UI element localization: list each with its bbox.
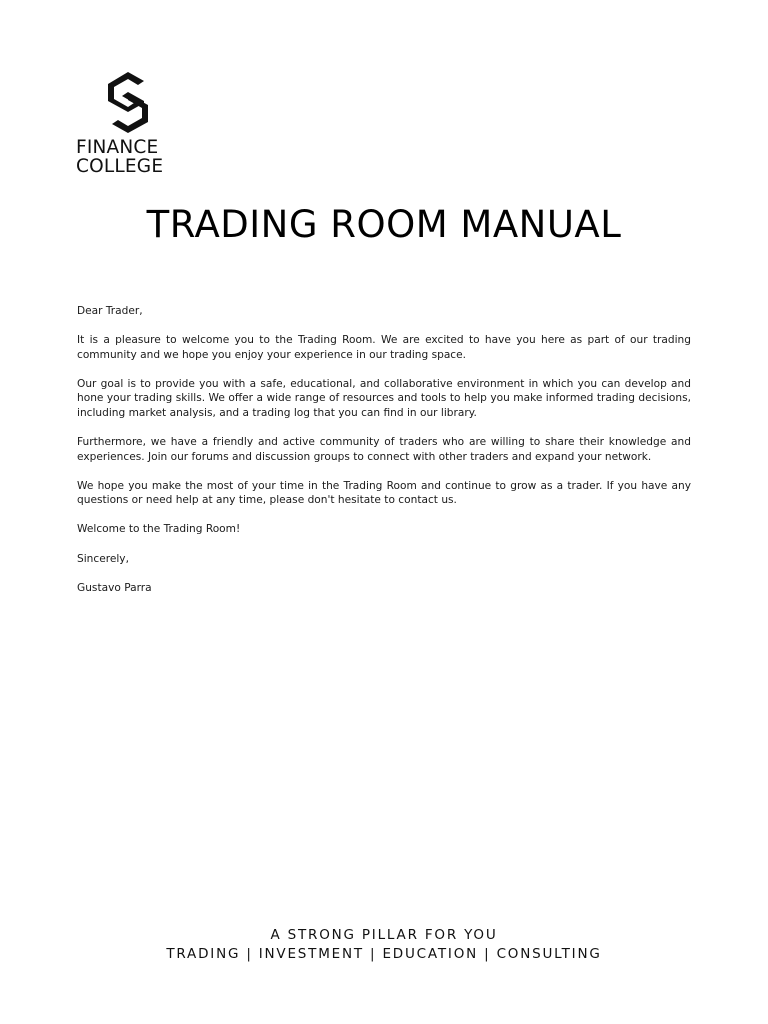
brand-logo <box>76 70 186 176</box>
logo-text-line1: FINANCE <box>76 137 159 158</box>
finance-college-logo-icon <box>98 70 158 136</box>
letter-paragraph: Our goal is to provide you with a safe, educational, and collaborative environment in which you can develop and hone your trading skills. We offer a wide range of resources and tools to help you make informed trading decisions, including market analysis, and a trading log that you can find in our library. <box>77 377 691 419</box>
letter-greeting: Dear Trader, <box>77 305 143 317</box>
logo-text-line2: COLLEGE <box>76 156 164 177</box>
letter-closing: Sincerely, <box>77 552 129 565</box>
letter-paragraph: We hope you make the most of your time in the Trading Room and continue to grow as a trader. If you have any questions or need help at any time, please don't hesitate to contact us. <box>77 479 691 507</box>
welcome-letter <box>77 304 691 610</box>
page-footer <box>0 926 768 964</box>
footer-tagline: A STRONG PILLAR FOR YOU <box>270 927 498 943</box>
footer-services: TRADING | INVESTMENT | EDUCATION | CONSULTING <box>166 946 602 962</box>
letter-signature: Gustavo Parra <box>77 581 152 594</box>
letter-paragraph: It is a pleasure to welcome you to the Trading Room. We are excited to have you here as part of our trading community and we hope you enjoy your experience in our trading space. <box>77 334 691 361</box>
letter-paragraph: Furthermore, we have a friendly and active community of traders who are willing to share their knowledge and experiences. Join our forums and discussion groups to connect with other traders and expand your network. <box>77 436 691 463</box>
letter-paragraph: Welcome to the Trading Room! <box>77 523 241 536</box>
page-title: TRADING ROOM MANUAL <box>146 203 622 246</box>
